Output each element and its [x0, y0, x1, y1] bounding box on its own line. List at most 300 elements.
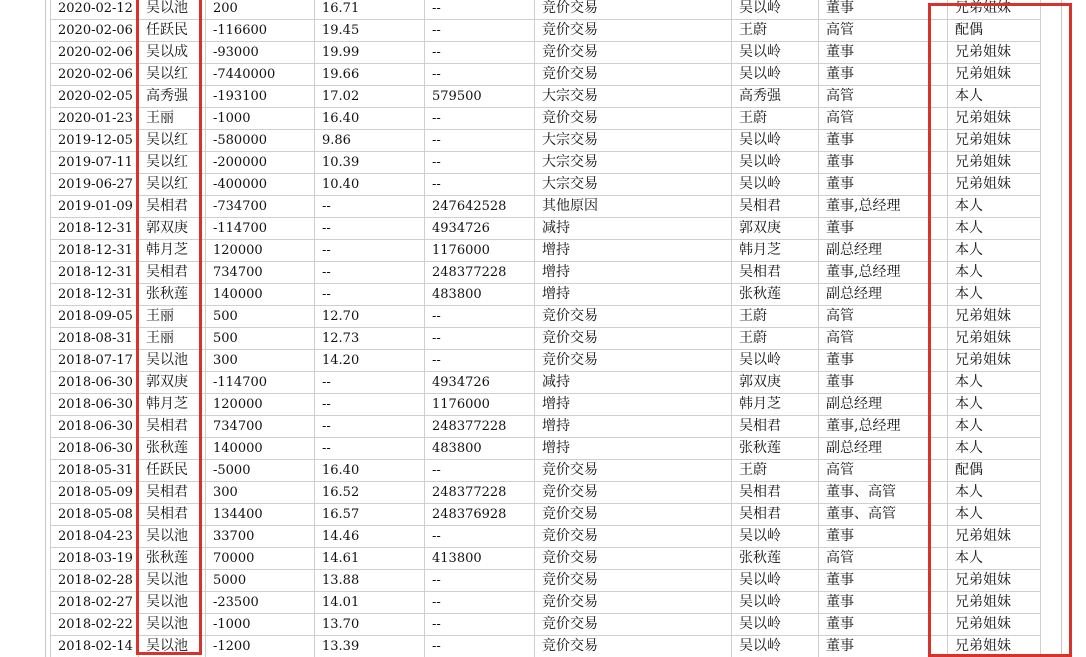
changer-name-cell: 吴相君 — [139, 262, 206, 284]
relationship-cell: 兄弟姐妹 — [948, 306, 1041, 328]
relationship-cell: 兄弟姐妹 — [948, 64, 1041, 86]
avg-price-cell: -- — [315, 284, 425, 306]
change-shares-cell: 140000 — [206, 438, 315, 460]
position-cell: 董事 — [819, 526, 948, 548]
related-person-cell: 吴以岭 — [732, 636, 819, 657]
table-row — [51, 504, 1041, 526]
relationship-cell: 兄弟姐妹 — [948, 108, 1041, 130]
change-shares-cell: -7440000 — [206, 64, 315, 86]
table-row — [51, 86, 1041, 108]
related-person-cell: 吴相君 — [732, 482, 819, 504]
related-person-cell: 吴以岭 — [732, 592, 819, 614]
relationship-cell: 兄弟姐妹 — [948, 42, 1041, 64]
change-reason-cell: 增持 — [535, 262, 732, 284]
changer-name-cell: 韩月芝 — [139, 240, 206, 262]
position-cell: 董事、高管 — [819, 504, 948, 526]
table-row — [51, 416, 1041, 438]
position-cell: 董事 — [819, 570, 948, 592]
related-person-cell: 吴以岭 — [732, 614, 819, 636]
change-reason-cell: 竞价交易 — [535, 306, 732, 328]
relationship-cell: 本人 — [948, 284, 1041, 306]
date-cell: 2018-06-30 — [51, 438, 139, 460]
table-row — [51, 548, 1041, 570]
avg-price-cell: 13.39 — [315, 636, 425, 657]
relationship-cell: 本人 — [948, 394, 1041, 416]
avg-price-cell: 13.88 — [315, 570, 425, 592]
table-row — [51, 218, 1041, 240]
changer-name-cell: 韩月芝 — [139, 394, 206, 416]
change-shares-cell: -116600 — [206, 20, 315, 42]
shares-after-cell: 4934726 — [425, 372, 535, 394]
change-shares-cell: -114700 — [206, 372, 315, 394]
change-shares-cell: -114700 — [206, 218, 315, 240]
table-row — [51, 152, 1041, 174]
position-cell: 董事 — [819, 350, 948, 372]
related-person-cell: 郭双庚 — [732, 218, 819, 240]
relationship-cell: 兄弟姐妹 — [948, 636, 1041, 657]
avg-price-cell: 16.40 — [315, 460, 425, 482]
avg-price-cell: -- — [315, 394, 425, 416]
table-row — [51, 328, 1041, 350]
date-cell: 2019-12-05 — [51, 130, 139, 152]
table-row — [51, 20, 1041, 42]
date-cell: 2018-08-31 — [51, 328, 139, 350]
avg-price-cell: 14.46 — [315, 526, 425, 548]
position-cell: 董事 — [819, 64, 948, 86]
relationship-cell: 兄弟姐妹 — [948, 174, 1041, 196]
date-cell: 2018-02-28 — [51, 570, 139, 592]
table-row — [51, 460, 1041, 482]
change-reason-cell: 竞价交易 — [535, 482, 732, 504]
avg-price-cell: 16.52 — [315, 482, 425, 504]
date-cell: 2018-06-30 — [51, 416, 139, 438]
change-shares-cell: 500 — [206, 306, 315, 328]
changer-name-cell: 吴以池 — [139, 350, 206, 372]
page-border-left — [45, 0, 46, 657]
change-reason-cell: 其他原因 — [535, 196, 732, 218]
changer-name-cell: 吴以池 — [139, 570, 206, 592]
change-reason-cell: 竞价交易 — [535, 548, 732, 570]
date-cell: 2018-06-30 — [51, 372, 139, 394]
position-cell: 董事、高管 — [819, 482, 948, 504]
change-reason-cell: 增持 — [535, 438, 732, 460]
change-reason-cell: 竞价交易 — [535, 350, 732, 372]
related-person-cell: 吴相君 — [732, 416, 819, 438]
related-person-cell: 郭双庚 — [732, 372, 819, 394]
change-reason-cell: 竞价交易 — [535, 460, 732, 482]
change-reason-cell: 大宗交易 — [535, 174, 732, 196]
changer-name-cell: 吴以池 — [139, 614, 206, 636]
relationship-cell: 兄弟姐妹 — [948, 328, 1041, 350]
table-row — [51, 108, 1041, 130]
change-shares-cell: -5000 — [206, 460, 315, 482]
avg-price-cell: -- — [315, 262, 425, 284]
change-reason-cell: 增持 — [535, 284, 732, 306]
changer-name-cell: 任跃民 — [139, 20, 206, 42]
date-cell: 2020-02-06 — [51, 64, 139, 86]
insider-trades-table — [50, 0, 1041, 657]
related-person-cell: 王蔚 — [732, 306, 819, 328]
shares-after-cell: 247642528 — [425, 196, 535, 218]
shares-after-cell: 1176000 — [425, 240, 535, 262]
position-cell: 高管 — [819, 548, 948, 570]
change-shares-cell: -93000 — [206, 42, 315, 64]
relationship-cell: 兄弟姐妹 — [948, 526, 1041, 548]
change-shares-cell: 134400 — [206, 504, 315, 526]
shares-after-cell: -- — [425, 64, 535, 86]
related-person-cell: 吴以岭 — [732, 0, 819, 20]
date-cell: 2018-12-31 — [51, 240, 139, 262]
date-cell: 2018-02-14 — [51, 636, 139, 657]
avg-price-cell: 17.02 — [315, 86, 425, 108]
position-cell: 董事 — [819, 174, 948, 196]
date-cell: 2018-12-31 — [51, 262, 139, 284]
changer-name-cell: 郭双庚 — [139, 372, 206, 394]
relationship-cell: 配偶 — [948, 20, 1041, 42]
date-cell: 2018-04-23 — [51, 526, 139, 548]
position-cell: 高管 — [819, 108, 948, 130]
date-cell: 2018-06-30 — [51, 394, 139, 416]
avg-price-cell: 16.57 — [315, 504, 425, 526]
date-cell: 2020-02-06 — [51, 20, 139, 42]
change-reason-cell: 减持 — [535, 372, 732, 394]
shares-after-cell: -- — [425, 614, 535, 636]
changer-name-cell: 吴以池 — [139, 636, 206, 657]
position-cell: 董事 — [819, 372, 948, 394]
related-person-cell: 王蔚 — [732, 460, 819, 482]
avg-price-cell: 16.71 — [315, 0, 425, 20]
change-reason-cell: 竞价交易 — [535, 592, 732, 614]
date-cell: 2018-05-09 — [51, 482, 139, 504]
avg-price-cell: -- — [315, 240, 425, 262]
change-shares-cell: -193100 — [206, 86, 315, 108]
change-reason-cell: 增持 — [535, 240, 732, 262]
table-row — [51, 372, 1041, 394]
relationship-cell: 本人 — [948, 262, 1041, 284]
change-reason-cell: 竞价交易 — [535, 328, 732, 350]
shares-after-cell: 483800 — [425, 438, 535, 460]
change-shares-cell: 734700 — [206, 416, 315, 438]
changer-name-cell: 高秀强 — [139, 86, 206, 108]
shares-after-cell: 248377228 — [425, 416, 535, 438]
position-cell: 副总经理 — [819, 284, 948, 306]
avg-price-cell: 19.45 — [315, 20, 425, 42]
change-reason-cell: 竞价交易 — [535, 570, 732, 592]
changer-name-cell: 吴相君 — [139, 416, 206, 438]
avg-price-cell: 14.20 — [315, 350, 425, 372]
relationship-cell: 本人 — [948, 86, 1041, 108]
shares-after-cell: -- — [425, 328, 535, 350]
table-row — [51, 196, 1041, 218]
related-person-cell: 张秋莲 — [732, 438, 819, 460]
position-cell: 董事,总经理 — [819, 416, 948, 438]
avg-price-cell: 9.86 — [315, 130, 425, 152]
avg-price-cell: 10.40 — [315, 174, 425, 196]
relationship-cell: 本人 — [948, 438, 1041, 460]
position-cell: 董事 — [819, 218, 948, 240]
change-shares-cell: 300 — [206, 482, 315, 504]
table-row — [51, 42, 1041, 64]
related-person-cell: 吴以岭 — [732, 130, 819, 152]
relationship-cell: 本人 — [948, 548, 1041, 570]
relationship-cell: 兄弟姐妹 — [948, 0, 1041, 20]
change-shares-cell: -580000 — [206, 130, 315, 152]
position-cell: 董事 — [819, 636, 948, 657]
related-person-cell: 张秋莲 — [732, 548, 819, 570]
table-row — [51, 240, 1041, 262]
position-cell: 副总经理 — [819, 438, 948, 460]
date-cell: 2018-05-08 — [51, 504, 139, 526]
related-person-cell: 吴相君 — [732, 504, 819, 526]
avg-price-cell: 19.66 — [315, 64, 425, 86]
change-shares-cell: 120000 — [206, 240, 315, 262]
change-shares-cell: 33700 — [206, 526, 315, 548]
table-row — [51, 0, 1041, 20]
change-shares-cell: -1200 — [206, 636, 315, 657]
changer-name-cell: 吴以成 — [139, 42, 206, 64]
position-cell: 董事 — [819, 592, 948, 614]
avg-price-cell: 19.99 — [315, 42, 425, 64]
change-reason-cell: 减持 — [535, 218, 732, 240]
position-cell: 董事 — [819, 0, 948, 20]
change-reason-cell: 竞价交易 — [535, 108, 732, 130]
table-row — [51, 174, 1041, 196]
shares-after-cell: -- — [425, 570, 535, 592]
table-row — [51, 394, 1041, 416]
table-row — [51, 438, 1041, 460]
shares-after-cell: 1176000 — [425, 394, 535, 416]
change-shares-cell: -1000 — [206, 614, 315, 636]
related-person-cell: 吴以岭 — [732, 152, 819, 174]
relationship-cell: 本人 — [948, 482, 1041, 504]
related-person-cell: 韩月芝 — [732, 240, 819, 262]
changer-name-cell: 任跃民 — [139, 460, 206, 482]
related-person-cell: 吴以岭 — [732, 42, 819, 64]
date-cell: 2018-09-05 — [51, 306, 139, 328]
date-cell: 2020-01-23 — [51, 108, 139, 130]
change-shares-cell: 120000 — [206, 394, 315, 416]
position-cell: 高管 — [819, 20, 948, 42]
related-person-cell: 王蔚 — [732, 20, 819, 42]
shares-after-cell: -- — [425, 108, 535, 130]
shares-after-cell: 413800 — [425, 548, 535, 570]
shares-after-cell: 579500 — [425, 86, 535, 108]
relationship-cell: 本人 — [948, 504, 1041, 526]
shares-after-cell: -- — [425, 526, 535, 548]
date-cell: 2019-07-11 — [51, 152, 139, 174]
avg-price-cell: 14.61 — [315, 548, 425, 570]
change-shares-cell: 734700 — [206, 262, 315, 284]
changer-name-cell: 吴相君 — [139, 196, 206, 218]
relationship-cell: 兄弟姐妹 — [948, 350, 1041, 372]
changer-name-cell: 吴以池 — [139, 592, 206, 614]
changer-name-cell: 吴以红 — [139, 174, 206, 196]
date-cell: 2018-02-22 — [51, 614, 139, 636]
position-cell: 董事,总经理 — [819, 196, 948, 218]
relationship-cell: 本人 — [948, 196, 1041, 218]
relationship-cell: 配偶 — [948, 460, 1041, 482]
shares-after-cell: 248377228 — [425, 262, 535, 284]
change-reason-cell: 竞价交易 — [535, 42, 732, 64]
relationship-cell: 兄弟姐妹 — [948, 152, 1041, 174]
related-person-cell: 韩月芝 — [732, 394, 819, 416]
page-border-right — [1061, 0, 1062, 657]
related-person-cell: 高秀强 — [732, 86, 819, 108]
changer-name-cell: 张秋莲 — [139, 284, 206, 306]
position-cell: 高管 — [819, 460, 948, 482]
date-cell: 2019-01-09 — [51, 196, 139, 218]
table-row — [51, 526, 1041, 548]
date-cell: 2018-02-27 — [51, 592, 139, 614]
shares-after-cell: 248377228 — [425, 482, 535, 504]
change-reason-cell: 增持 — [535, 416, 732, 438]
shares-after-cell: 4934726 — [425, 218, 535, 240]
shares-after-cell: -- — [425, 0, 535, 20]
table-row — [51, 64, 1041, 86]
related-person-cell: 吴相君 — [732, 196, 819, 218]
changer-name-cell: 王丽 — [139, 306, 206, 328]
related-person-cell: 王蔚 — [732, 108, 819, 130]
table-row — [51, 592, 1041, 614]
table-row — [51, 262, 1041, 284]
change-reason-cell: 大宗交易 — [535, 86, 732, 108]
table-row — [51, 614, 1041, 636]
position-cell: 高管 — [819, 306, 948, 328]
table-row — [51, 284, 1041, 306]
date-cell: 2018-05-31 — [51, 460, 139, 482]
changer-name-cell: 张秋莲 — [139, 438, 206, 460]
shares-after-cell: -- — [425, 636, 535, 657]
table-row — [51, 636, 1041, 657]
related-person-cell: 吴以岭 — [732, 64, 819, 86]
change-reason-cell: 竞价交易 — [535, 636, 732, 657]
change-shares-cell: -734700 — [206, 196, 315, 218]
changer-name-cell: 吴以红 — [139, 64, 206, 86]
relationship-cell: 本人 — [948, 416, 1041, 438]
related-person-cell: 吴相君 — [732, 262, 819, 284]
shares-after-cell: -- — [425, 174, 535, 196]
change-shares-cell: 5000 — [206, 570, 315, 592]
related-person-cell: 吴以岭 — [732, 174, 819, 196]
avg-price-cell: 12.70 — [315, 306, 425, 328]
date-cell: 2020-02-12 — [51, 0, 139, 20]
related-person-cell: 吴以岭 — [732, 570, 819, 592]
position-cell: 董事 — [819, 152, 948, 174]
avg-price-cell: -- — [315, 372, 425, 394]
position-cell: 高管 — [819, 86, 948, 108]
relationship-cell: 兄弟姐妹 — [948, 614, 1041, 636]
date-cell: 2018-12-31 — [51, 218, 139, 240]
changer-name-cell: 王丽 — [139, 108, 206, 130]
table-body — [51, 0, 1041, 657]
table-row — [51, 570, 1041, 592]
shares-after-cell: -- — [425, 592, 535, 614]
position-cell: 董事 — [819, 42, 948, 64]
related-person-cell: 吴以岭 — [732, 350, 819, 372]
shares-after-cell: 483800 — [425, 284, 535, 306]
changer-name-cell: 吴相君 — [139, 504, 206, 526]
related-person-cell: 吴以岭 — [732, 526, 819, 548]
avg-price-cell: -- — [315, 196, 425, 218]
change-shares-cell: -200000 — [206, 152, 315, 174]
avg-price-cell: -- — [315, 218, 425, 240]
change-shares-cell: 200 — [206, 0, 315, 20]
shares-after-cell: 248376928 — [425, 504, 535, 526]
relationship-cell: 兄弟姐妹 — [948, 592, 1041, 614]
changer-name-cell: 吴以池 — [139, 0, 206, 20]
position-cell: 董事,总经理 — [819, 262, 948, 284]
relationship-cell: 本人 — [948, 372, 1041, 394]
date-cell: 2018-07-17 — [51, 350, 139, 372]
change-reason-cell: 竞价交易 — [535, 526, 732, 548]
date-cell: 2020-02-06 — [51, 42, 139, 64]
avg-price-cell: 14.01 — [315, 592, 425, 614]
change-shares-cell: -400000 — [206, 174, 315, 196]
changer-name-cell: 王丽 — [139, 328, 206, 350]
change-shares-cell: -1000 — [206, 108, 315, 130]
change-shares-cell: 500 — [206, 328, 315, 350]
date-cell: 2020-02-05 — [51, 86, 139, 108]
position-cell: 副总经理 — [819, 394, 948, 416]
changer-name-cell: 吴以红 — [139, 130, 206, 152]
position-cell: 董事 — [819, 614, 948, 636]
relationship-cell: 兄弟姐妹 — [948, 570, 1041, 592]
change-reason-cell: 竞价交易 — [535, 504, 732, 526]
related-person-cell: 张秋莲 — [732, 284, 819, 306]
shares-after-cell: -- — [425, 20, 535, 42]
changer-name-cell: 吴以红 — [139, 152, 206, 174]
avg-price-cell: 12.73 — [315, 328, 425, 350]
change-reason-cell: 竞价交易 — [535, 0, 732, 20]
change-reason-cell: 竞价交易 — [535, 20, 732, 42]
position-cell: 副总经理 — [819, 240, 948, 262]
position-cell: 董事 — [819, 130, 948, 152]
shares-after-cell: -- — [425, 42, 535, 64]
table-row — [51, 306, 1041, 328]
relationship-cell: 兄弟姐妹 — [948, 130, 1041, 152]
date-cell: 2018-03-19 — [51, 548, 139, 570]
shares-after-cell: -- — [425, 306, 535, 328]
change-shares-cell: -23500 — [206, 592, 315, 614]
change-reason-cell: 竞价交易 — [535, 614, 732, 636]
relationship-cell: 本人 — [948, 240, 1041, 262]
changer-name-cell: 张秋莲 — [139, 548, 206, 570]
table-row — [51, 130, 1041, 152]
change-shares-cell: 140000 — [206, 284, 315, 306]
avg-price-cell: -- — [315, 416, 425, 438]
table-row — [51, 350, 1041, 372]
change-shares-cell: 70000 — [206, 548, 315, 570]
shares-after-cell: -- — [425, 350, 535, 372]
change-reason-cell: 增持 — [535, 394, 732, 416]
avg-price-cell: 13.70 — [315, 614, 425, 636]
shares-after-cell: -- — [425, 460, 535, 482]
table-row — [51, 482, 1041, 504]
avg-price-cell: 10.39 — [315, 152, 425, 174]
change-shares-cell: 300 — [206, 350, 315, 372]
change-reason-cell: 大宗交易 — [535, 130, 732, 152]
changer-name-cell: 郭双庚 — [139, 218, 206, 240]
change-reason-cell: 大宗交易 — [535, 152, 732, 174]
avg-price-cell: -- — [315, 438, 425, 460]
date-cell: 2018-12-31 — [51, 284, 139, 306]
position-cell: 高管 — [819, 328, 948, 350]
change-reason-cell: 竞价交易 — [535, 64, 732, 86]
date-cell: 2019-06-27 — [51, 174, 139, 196]
changer-name-cell: 吴以池 — [139, 526, 206, 548]
shares-after-cell: -- — [425, 130, 535, 152]
avg-price-cell: 16.40 — [315, 108, 425, 130]
